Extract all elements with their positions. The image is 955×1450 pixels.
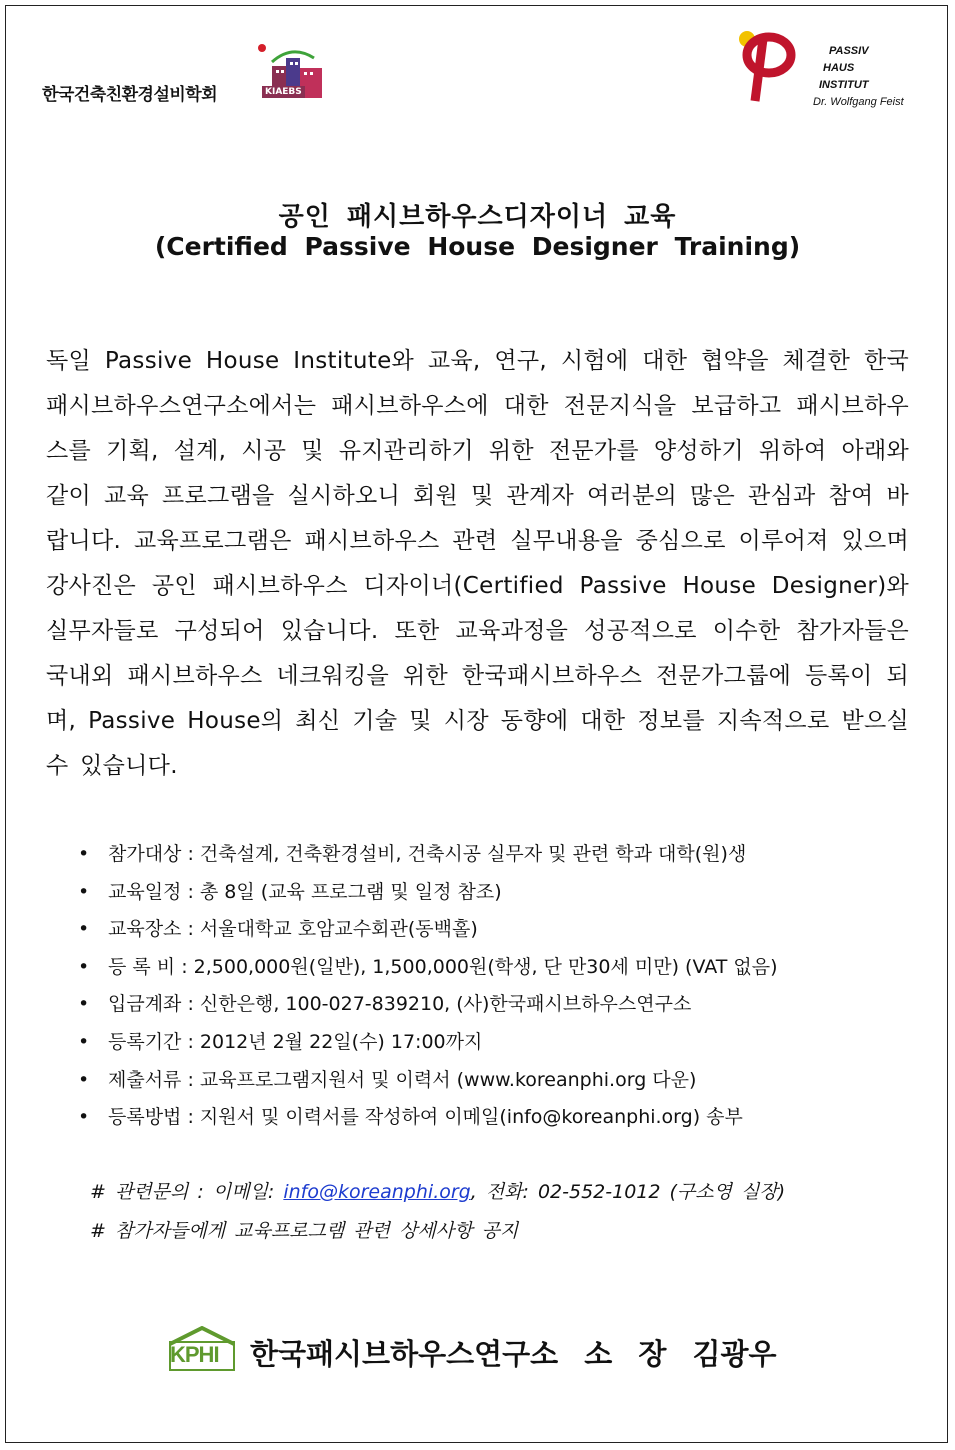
detail-label: 등 록 비 [108, 955, 176, 978]
contact-line [90, 1177, 785, 1204]
detail-item: • 교육장소 : 서울대학교 호암교수회관(동백홀) [70, 913, 910, 951]
signature-text: 한국패시브하우스연구소 소 장 김광우 [250, 1337, 777, 1371]
contact-suffix: , 전화: 02-552-1012 (구소영 실장) [470, 1181, 786, 1203]
page-title: 공인 패시브하우스디자이너 교육 [278, 202, 677, 232]
details-list [70, 838, 910, 1139]
detail-value: 총 8일 (교육 프로그램 및 일정 참조) [199, 880, 502, 903]
bullet-icon: • [78, 1030, 90, 1053]
detail-label: 등록방법 [108, 1106, 182, 1129]
detail-item: • 등록기간 : 2012년 2월 22일(수) 17:00까지 [70, 1026, 910, 1064]
phi-symbol-icon [733, 25, 803, 105]
contact-email-link[interactable]: info@koreanphi.org [283, 1181, 471, 1203]
detail-item: • 제출서류 : 교육프로그램지원서 및 이력서 (www.koreanphi.org 다운) [70, 1064, 910, 1102]
kphi-logo-text: KPHI [170, 1342, 219, 1367]
phi-line-2: HAUS [823, 62, 855, 74]
bullet-icon: • [78, 1068, 90, 1091]
kiaebs-mark: KIAEBS [262, 86, 305, 98]
detail-item: • 참가대상 : 건축설계, 건축환경설비, 건축시공 실무자 및 관련 학과 대학(원)생 [70, 838, 910, 876]
contact-note: # 참가자들에게 교육프로그램 관련 상세사항 공지 [90, 1220, 519, 1242]
detail-label: 교육일정 [108, 880, 182, 903]
phi-founder: Dr. Wolfgang Feist [813, 96, 904, 108]
bullet-icon: • [78, 843, 90, 865]
detail-item: • 등 록 비 : 2,500,000원(일반), 1,500,000원(학생, 단 만30세 미만) (VAT 없음) [70, 951, 910, 989]
bullet-icon: • [78, 955, 90, 978]
bullet-icon: • [78, 880, 90, 903]
detail-value: 2012년 2월 22일(수) 17:00까지 [199, 1030, 483, 1053]
detail-value: 2,500,000원(일반), 1,500,000원(학생, 단 만30세 미만) (VAT 없음) [193, 955, 778, 978]
detail-label: 참가대상 [108, 843, 182, 865]
detail-value: 서울대학교 호암교수회관(동백홀) [199, 918, 478, 941]
bullet-icon: • [78, 1106, 90, 1129]
detail-label: 교육장소 [108, 918, 182, 941]
page-subtitle: (Certified Passive House Designer Training) [154, 232, 801, 261]
kiaebs-logo [42, 40, 332, 106]
bullet-icon: • [78, 993, 90, 1016]
detail-value: 교육프로그램지원서 및 이력서 (www.koreanphi.org 다운) [199, 1068, 697, 1091]
bullet-icon: • [78, 918, 90, 941]
detail-label: 입금계좌 [108, 993, 182, 1016]
phi-line-3: INSTITUT [819, 79, 869, 91]
detail-value: 지원서 및 이력서를 작성하여 이메일(info@koreanphi.org) 송부 [199, 1106, 743, 1129]
contact-prefix: # 관련문의 : 이메일: [90, 1181, 284, 1203]
intro-paragraph: 독일 Passive House Institute와 교육, 연구, 시험에 대한 협약을 체결한 한국패시브하우스연구소에서는 패시브하우스에 대한 전문지식을 보급하고 패시브하우스를 기획, 설계, 시공 및 유지관리하기 위한 전문가를 양성하기 위하여 아래와 같이 교육 프로그램을 실시하오니 회원 및 관계자 여러분의 많은 관심과 참여 바랍니다. 교육프로그램은 패시브하우스 관련 실무내용을 중심으로 이루어져 있으며 강사진은 공인 패시브하우스 디자이너(Certified Passive House Designer)와 실무자들로 구성되어 있습니다. 또한 교육과정을 성공적으로 이수한 참가자들은 국내외 패시브하우스 네크워킹을 위한 한국패시브하우스 전문가그룹에 등록이 되며, Passive House의 최신 기술 및 시장 동향에 대한 정보를 지속적으로 받으실 수 있습니다. [46, 348, 909, 779]
detail-item: • 등록방법 : 지원서 및 이력서를 작성하여 이메일(info@koreanphi.org) 송부 [70, 1101, 910, 1139]
detail-label: 등록기간 [108, 1030, 182, 1053]
passivhaus-institut-logo [733, 25, 933, 115]
detail-value: 신한은행, 100-027-839210, (사)한국패시브하우스연구소 [199, 993, 692, 1016]
detail-item: • 교육일정 : 총 8일 (교육 프로그램 및 일정 참조) [70, 876, 910, 914]
detail-value: 건축설계, 건축환경설비, 건축시공 실무자 및 관련 학과 대학(원)생 [199, 843, 747, 865]
kiaebs-name: 한국건축친환경설비학회 [42, 85, 218, 105]
phi-line-1: PASSIV [829, 45, 869, 57]
detail-item: • 입금계좌 : 신한은행, 100-027-839210, (사)한국패시브하우스연구소 [70, 988, 910, 1026]
detail-label: 제출서류 [108, 1068, 182, 1091]
